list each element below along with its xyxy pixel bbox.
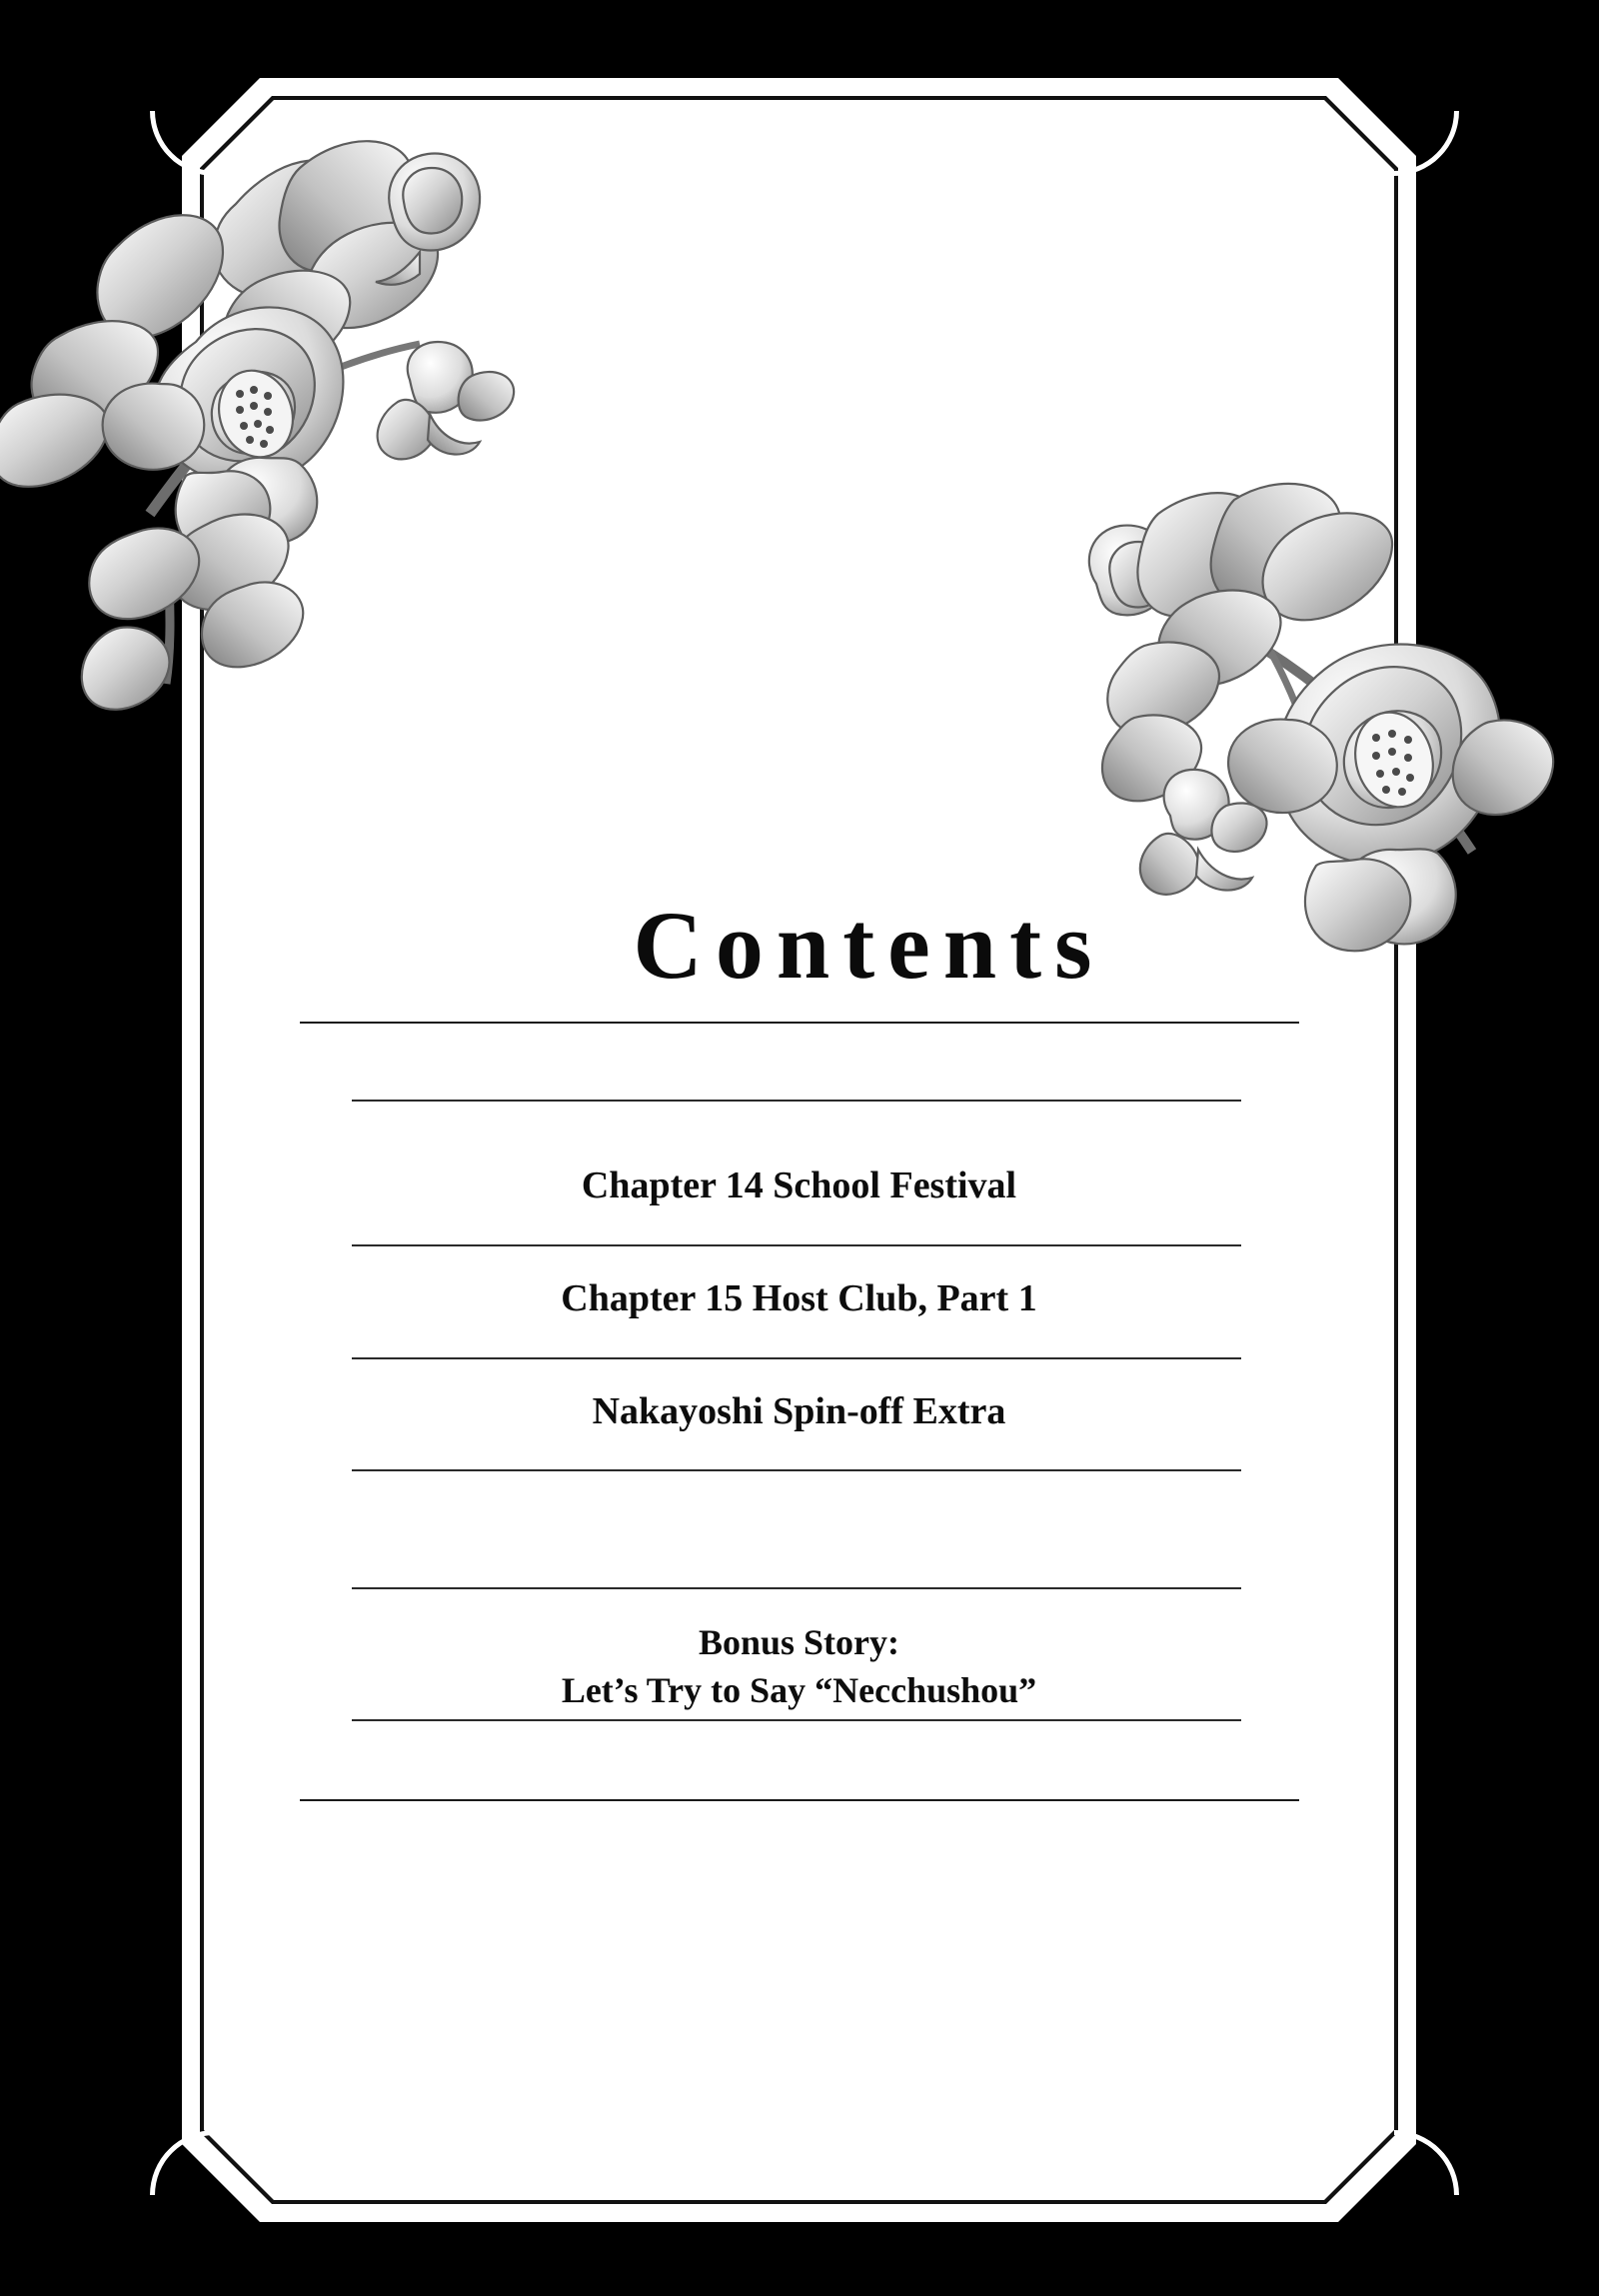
toc-entry-bonus-title[interactable]: Bonus Story: xyxy=(698,1622,900,1662)
toc-content xyxy=(204,100,1394,2200)
toc-entry-3[interactable]: Nakayoshi Spin-off Extra xyxy=(592,1390,1006,1432)
divider-1 xyxy=(352,1100,1241,1102)
divider-bottom xyxy=(300,1799,1299,1801)
toc-entry-bonus-subtitle[interactable]: Let’s Try to Say “Necchushou” xyxy=(561,1670,1037,1710)
toc-entry-2[interactable]: Chapter 15 Host Club, Part 1 xyxy=(561,1277,1037,1319)
divider-4 xyxy=(352,1469,1241,1471)
divider-6 xyxy=(352,1719,1241,1721)
toc-entry-1[interactable]: Chapter 14 School Festival xyxy=(581,1164,1017,1206)
divider-5 xyxy=(352,1587,1241,1589)
page-title: Contents xyxy=(633,892,1105,999)
divider-title xyxy=(300,1022,1299,1024)
divider-3 xyxy=(352,1357,1241,1359)
divider-2 xyxy=(352,1244,1241,1246)
